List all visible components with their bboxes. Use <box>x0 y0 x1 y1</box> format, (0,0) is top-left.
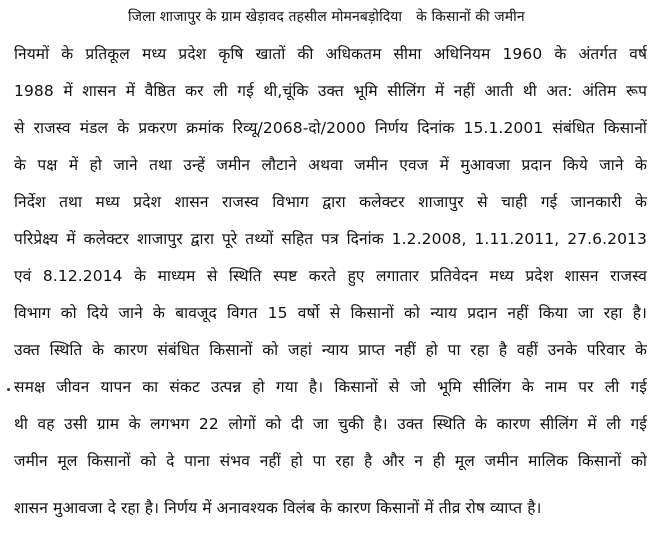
text-line-8: एवं 8.12.2014 के माध्यम से स्थिति स्पष्ट करते हुए लगातार प्रतिवेदन मध्य प्रदेश शासन राजस्व <box>14 267 647 285</box>
text-line-4: से राजस्व मंडल के प्रकरण क्रमांक रिव्यू/2068-दो/2000 निर्णय दिनांक 15.1.2001 संबंधित किसानों <box>14 119 647 137</box>
text-line-9: विभाग को दिये जाने के बावजूद विगत 15 वर्षो से किसानों को न्याय प्रदान नहीं किया जा रहा है। <box>14 304 647 322</box>
text-line-12: थी वह उसी ग्राम के लगभग 22 लोगों को दी जा चुकी है। उक्त स्थिति के कारण सीलिंग में ली गई <box>14 415 647 433</box>
text-line-2: नियमों के प्रतिकूल मध्य प्रदेश कृषि खातों की अधिकतम सीमा अधिनियम 1960 के अंतर्गत वर्ष <box>14 45 647 63</box>
text-line-10: उक्त स्थिति के कारण संबंधित किसानों को जहां न्याय प्राप्त नहीं हो पा रहा है वहीं उनके परिवार के <box>14 341 647 359</box>
text-line-11: समक्ष जीवन यापन का संकट उत्पन्न हो गया है। किसानों से जो भूमि सीलिंग के नाम पर ली गई <box>14 378 647 396</box>
text-line-6: निर्देश तथा मध्य प्रदेश शासन राजस्व विभाग द्वारा कलेक्टर शाजापुर से चाही गई जानकारी के <box>14 193 647 211</box>
text-line-1-head: जिला शाजापुर के ग्राम खेड़ावद तहसील मोमनबड़ोदिया <box>128 9 403 25</box>
text-line-1-tail: के किसानों की जमीन <box>416 9 525 25</box>
text-line-5: के पक्ष में हो जाने तथा उन्हें जमीन लौटाने अथवा जमीन एवज में मुआवजा प्रदान किये जाने के <box>14 156 647 174</box>
text-line-1 <box>128 6 528 28</box>
text-line-3: 1988 में शासन में वैष्ठित कर ली गई थी,चूंकि उक्त भूमि सीलिंग में नहीं आती थी अत: अंतिम रूप <box>14 82 647 100</box>
text-line-7: परिप्रेक्ष्य में कलेक्टर शाजापुर द्वारा पूरे तथ्यों सहित पत्र दिनांक 1.2.2008, 1.11.2011, 27.6.2013 <box>14 230 647 248</box>
scan-speck <box>7 388 10 391</box>
text-line-13: जमीन मूल किसानों को दे पाना संभव नहीं हो पा रहा है और न ही मूल जमीन मालिक किसानों को <box>14 452 647 470</box>
text-line-14: शासन मुआवजा दे रहा है। निर्णय में अनावश्यक विलंब के कारण किसानों में तीव्र रोष व्याप्त है। <box>14 499 542 517</box>
